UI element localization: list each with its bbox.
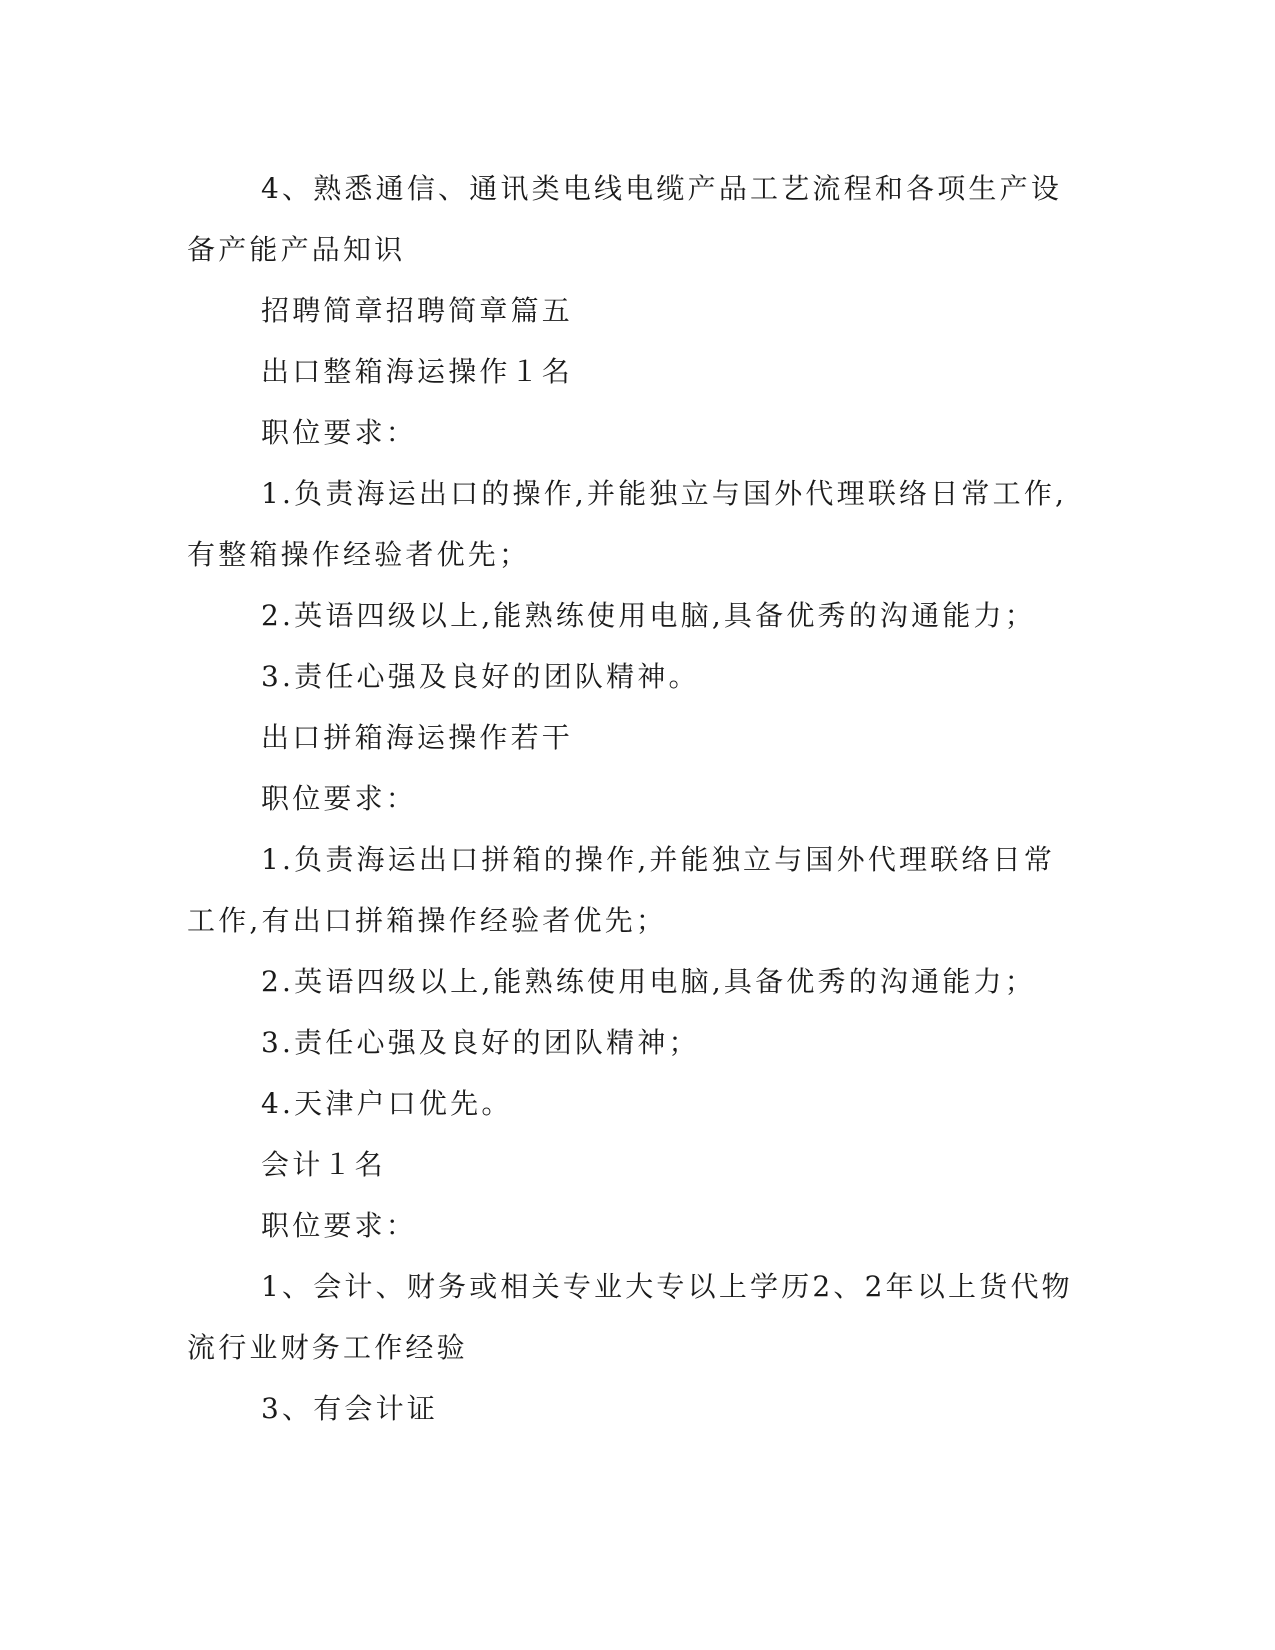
paragraph-lcl-requirement-4: 4.天津户口优先。 (261, 1087, 513, 1120)
paragraph-fcl-requirement-3: 3.责任心强及良好的团队精神。 (261, 660, 700, 693)
paragraph-requirement-4-products: 4、熟悉通信、通讯类电线电缆产品工艺流程和各项生产设备产能产品知识 (187, 172, 1063, 266)
paragraph-accountant-requirement-3: 3、有会计证 (261, 1392, 439, 1425)
job-requirements-label: 职位要求： (261, 416, 418, 449)
job-requirements-label: 职位要求： (261, 1209, 418, 1242)
paragraph-lcl-requirement-2: 2.英语四级以上,能熟练使用电脑,具备优秀的沟通能力； (261, 965, 1036, 998)
paragraph-lcl-requirement-3: 3.责任心强及良好的团队精神； (261, 1026, 700, 1059)
section-heading-part-five: 招聘简章招聘简章篇五 (261, 294, 574, 327)
paragraph-accountant-requirement-1-2: 1、会计、财务或相关专业大专以上学历2、2年以上货代物流行业财务工作经验 (187, 1270, 1073, 1364)
paragraph-fcl-requirement-2: 2.英语四级以上,能熟练使用电脑,具备优秀的沟通能力； (261, 599, 1036, 632)
paragraph-lcl-requirement-1: 1.负责海运出口拼箱的操作,并能独立与国外代理联络日常工作,有出口拼箱操作经验者优先； (187, 843, 1056, 937)
document-body (187, 158, 1080, 1439)
job-title-accountant: 会计１名 (261, 1148, 386, 1181)
job-title-lcl-export-operator: 出口拼箱海运操作若干 (261, 721, 574, 754)
paragraph-fcl-requirement-1: 1.负责海运出口的操作,并能独立与国外代理联络日常工作,有整箱操作经验者优先； (187, 477, 1068, 571)
job-title-fcl-export-operator: 出口整箱海运操作１名 (261, 355, 574, 388)
job-requirements-label: 职位要求： (261, 782, 418, 815)
